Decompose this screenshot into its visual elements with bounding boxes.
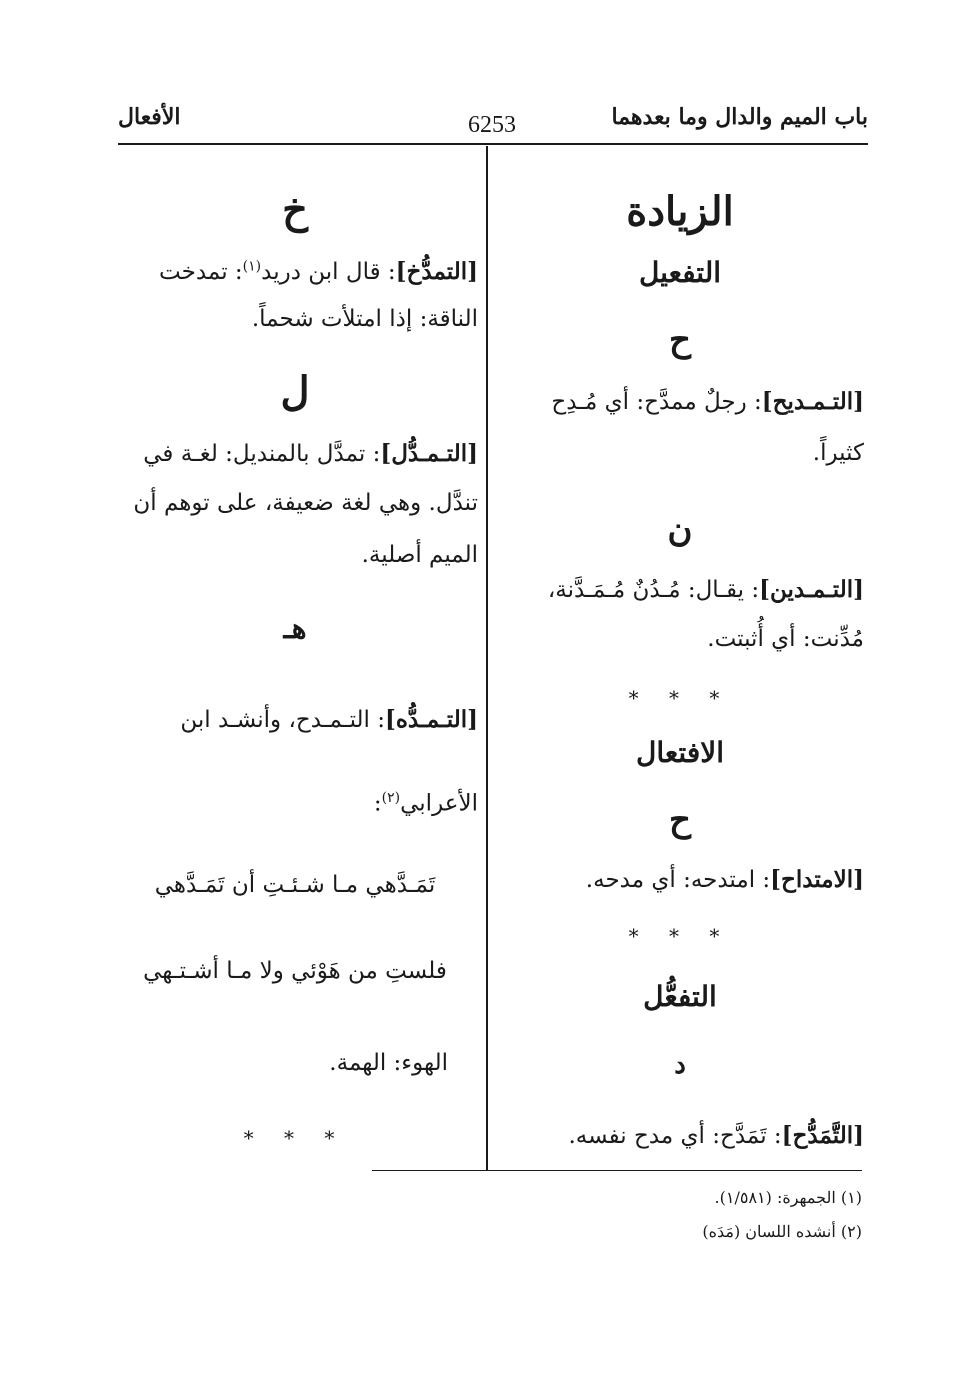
entry-text: : تمدَّل بالمنديل: لغـة في [143, 441, 381, 467]
footnote-1: (١) الجمهرة: (١/٥٨١). [714, 1188, 862, 1207]
footnote-2: (٢) أنشده اللسان (مَدَه) [702, 1222, 862, 1241]
entry-tamdin-line2: مُدِّنت: أي أُثبتت. [707, 626, 864, 652]
gloss-line: الهوء: الهمة. [329, 1050, 448, 1076]
entry-tamaddukh-line2: الناقة: إذا امتلأت شحماً. [251, 306, 478, 332]
entry-tamdih-line1 [551, 388, 864, 415]
entry-text: : التـمـدح، وأنشـد ابن [180, 707, 385, 733]
running-head-chapter: باب الميم والدال وما بعدهما [611, 104, 868, 130]
entry-tamdin-line1 [548, 576, 864, 603]
footnote-ref: (١) [242, 258, 262, 275]
letter-lam: ل [280, 368, 310, 415]
footnote-rule [372, 1170, 862, 1171]
letter-dal: د [674, 1050, 686, 1080]
entry-term: [التَّمَدُّح] [781, 1122, 864, 1149]
header-rule [118, 143, 868, 145]
heading-ifti3al: الافتعال [636, 736, 724, 769]
verse-line-1: تَمَـدَّهي مـا شـئـتِ أن تَمَـدَّهي [154, 872, 436, 898]
entry-term: [الامتداح] [770, 866, 864, 893]
entry-text: : تَمَدَّح: أي مدح نفسه. [568, 1123, 782, 1149]
entry-text: : يقـال: مُـدُنٌ مُـمَـدَّنة، [547, 577, 760, 603]
entry-text: : قال ابن دريد [261, 259, 396, 285]
entry-term: [التـمـدُّل] [380, 440, 478, 467]
separator-stars: * * * [243, 1126, 347, 1150]
entry-term: [التمدُّخ] [395, 258, 478, 285]
letter-ha: ح [669, 320, 691, 360]
heading-ziyada: الزيادة [626, 188, 734, 235]
entry-tamadduh2-line2 [374, 790, 478, 817]
entry-text: : تمدخت [159, 259, 243, 285]
running-head-section: الأفعال [118, 104, 181, 130]
entry-tamaddul-line1 [143, 440, 478, 467]
entry-tamaddul-line2: تندَّل. وهي لغة ضعيفة، على توهم أن [133, 490, 478, 516]
verse-line-2: فلستِ من هَوْئي ولا مـا أشـتـهي [143, 958, 447, 984]
heading-taf3il: التفعيل [638, 256, 722, 289]
letter-ha-2: ح [669, 800, 691, 840]
entry-tamaddukh-line1 [159, 258, 478, 285]
letter-kha: خ [282, 186, 308, 233]
column-divider [486, 146, 488, 1170]
letter-nun: ن [667, 510, 693, 550]
entry-text: : امتدحه: أي مدحه. [585, 867, 771, 893]
entry-tamadduh [568, 1122, 864, 1149]
footnote-ref: (٢) [381, 790, 401, 806]
letter-ha-end: هـ [283, 612, 307, 645]
heading-tafa33ul: التفعُّل [643, 980, 717, 1013]
entry-term: [التـمـدين] [759, 576, 864, 603]
entry-tamdih-line2: كثيراً. [812, 440, 864, 466]
separator-stars: * * * [628, 924, 732, 948]
page-number: 6253 [468, 112, 516, 138]
separator-stars: * * * [628, 686, 732, 710]
entry-tamadduh2-line1 [180, 706, 478, 733]
entry-tamaddul-line3: الميم أصلية. [361, 542, 478, 568]
entry-term: [التـمـديح] [761, 388, 864, 415]
entry-imtidah [586, 866, 864, 893]
entry-term: [التـمـدُّه] [385, 706, 478, 733]
entry-text: الأعرابي [400, 790, 478, 817]
entry-text: : رجلٌ ممدَّح: أي مُـدِح [551, 389, 762, 415]
entry-text: : [373, 790, 382, 817]
